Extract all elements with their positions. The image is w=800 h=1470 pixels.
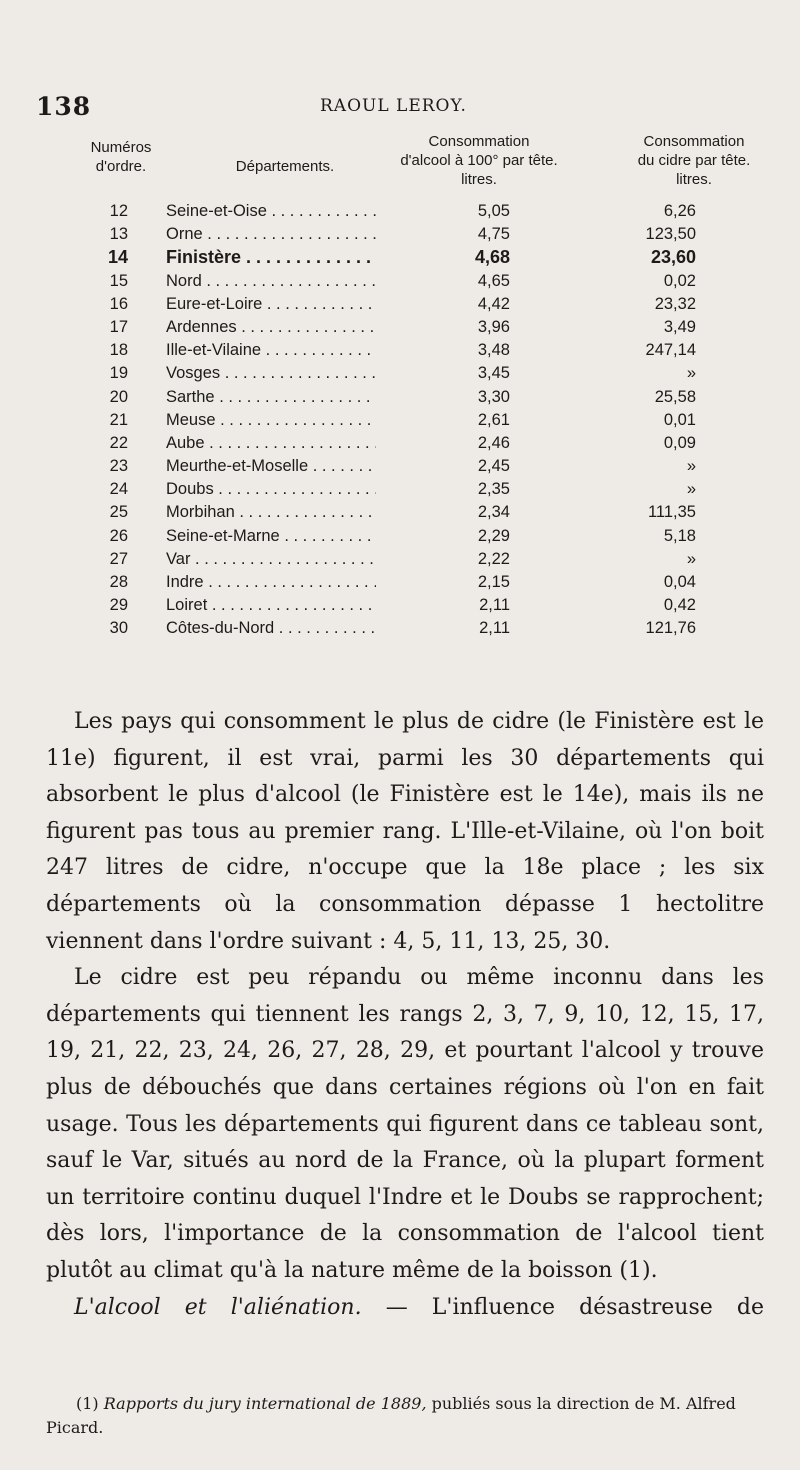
row-cider: 0,02 [663, 271, 696, 290]
table-row [0, 455, 800, 478]
running-title: RAOUL LEROY. [320, 96, 467, 116]
consumption-table [0, 200, 800, 641]
table-row [0, 501, 800, 524]
body-text [46, 704, 764, 1363]
row-cider: 247,14 [645, 341, 696, 360]
row-department: Vosges . . . [166, 362, 376, 385]
row-department: Var . . . [166, 548, 376, 571]
row-cider: 5,18 [663, 526, 696, 545]
row-alcohol: 3,96 [477, 317, 510, 336]
row-alcohol: 2,46 [477, 433, 510, 452]
table-row [0, 339, 800, 362]
row-department: Ille-et-Vilaine . . . [166, 339, 376, 362]
row-alcohol: 3,45 [477, 364, 510, 383]
row-alcohol: 2,11 [479, 596, 510, 615]
row-department: Indre . . . [166, 571, 376, 594]
row-number: 28 [109, 573, 128, 591]
row-cider: » [686, 549, 696, 568]
footnote-rest: publiés sous la direction de M. Alfred Picard. [46, 1394, 736, 1437]
row-number: 24 [109, 480, 128, 499]
row-cider: » [686, 480, 696, 499]
col-header-number: Numéros d'ordre. [90, 139, 152, 175]
row-number: 29 [109, 596, 128, 615]
row-cider: 23,60 [650, 247, 696, 268]
row-cider: 121,76 [645, 619, 696, 638]
section-paragraph: L'alcool et l'aliénation. — L'influence désastreuse de [74, 1294, 764, 1320]
row-department: Doubs . . . [166, 478, 376, 501]
table-row [0, 200, 800, 223]
table-row [0, 617, 800, 640]
row-department: Côtes-du-Nord . . . [166, 617, 376, 640]
table-row [0, 386, 800, 409]
row-cider: 3,49 [663, 317, 696, 336]
table-row [0, 571, 800, 594]
table-row [0, 293, 800, 316]
row-number: 22 [109, 433, 128, 452]
row-department: Sarthe . . . [166, 386, 376, 409]
row-alcohol: 4,68 [474, 247, 510, 268]
footnote-title: Rapports du jury international de 1889, [103, 1394, 427, 1413]
row-number: 23 [109, 457, 128, 476]
table-row [0, 362, 800, 385]
row-cider: 23,32 [654, 294, 696, 313]
row-department: Meuse . . . [166, 409, 376, 432]
row-number: 26 [109, 526, 128, 545]
table-row [0, 548, 800, 571]
row-cider: 6,26 [663, 202, 696, 220]
table-row [0, 409, 800, 432]
row-number: 15 [109, 271, 128, 290]
row-alcohol: 2,29 [477, 526, 510, 545]
row-department: Morbihan . . . [166, 501, 376, 524]
row-alcohol: 2,22 [477, 549, 510, 568]
row-cider: 0,04 [663, 573, 696, 591]
row-department: Nord . . . [166, 270, 376, 293]
paragraph: Les pays qui consomment le plus de cidre (le Finistère est le 11e) figurent, il est vrai, parmi les 30 départements qui absorbent le plus d'alcool (le Finistère est le 14e), mais ils ne figurent pas tous au premier rang. L'Ille-et-Vilaine, où l'on boit 247 litres de cidre, n'occupe que la 18e place ; les six départements où la consommation dépasse 1 hectolitre viennent dans l'ordre suivant : 4, 5, 11, 13, 25, 30. [46, 709, 764, 954]
footnote [46, 1392, 772, 1440]
row-alcohol: 2,61 [477, 410, 510, 429]
row-alcohol: 4,65 [477, 271, 510, 290]
row-department: Eure-et-Loire . . . [166, 293, 376, 316]
section-title: L'alcool et l'aliénation. [74, 1294, 362, 1320]
row-number: 30 [109, 619, 128, 638]
row-department: Orne . . . [166, 223, 376, 246]
row-number: 16 [109, 294, 128, 313]
col-header-alcohol: Consommation d'alcool à 100° par tête. litres. [400, 133, 558, 188]
row-cider: 25,58 [654, 387, 696, 406]
row-department: Seine-et-Marne . . . [166, 525, 376, 548]
table-row [0, 432, 800, 455]
row-number: 13 [109, 225, 128, 244]
row-cider: » [686, 364, 696, 383]
row-alcohol: 5,05 [477, 202, 510, 220]
row-number: 25 [109, 503, 128, 522]
row-number: 19 [109, 364, 128, 383]
row-department: Aube . . . [166, 432, 376, 455]
page-number: 138 [36, 92, 92, 121]
row-alcohol: 4,42 [477, 294, 510, 313]
row-alcohol: 3,30 [477, 387, 510, 406]
row-cider: 0,01 [663, 410, 696, 429]
row-department: Ardennes . . . [166, 316, 376, 339]
row-alcohol: 2,15 [477, 573, 510, 591]
row-number: 17 [109, 317, 128, 336]
row-number: 27 [109, 549, 128, 568]
row-cider: 111,35 [647, 503, 696, 522]
row-alcohol: 2,35 [477, 480, 510, 499]
row-alcohol: 2,11 [479, 619, 510, 638]
table-row [0, 594, 800, 617]
row-cider: 123,50 [645, 225, 696, 244]
row-alcohol: 2,45 [477, 457, 510, 476]
row-cider: 0,09 [663, 433, 696, 452]
row-department: Meurthe-et-Moselle . . . [166, 455, 376, 478]
col-header-cider: Consommation du cidre par tête. litres. [637, 133, 751, 188]
row-alcohol: 2,34 [477, 503, 510, 522]
row-number: 21 [109, 410, 128, 429]
row-number: 18 [109, 341, 128, 360]
row-number: 12 [109, 202, 128, 220]
table-row [0, 246, 800, 269]
row-alcohol: 3,48 [477, 341, 510, 360]
col-header-department: Départements. [235, 158, 335, 175]
row-cider: » [686, 457, 696, 476]
table-row [0, 525, 800, 548]
table-row [0, 223, 800, 246]
row-department: Finistère . . . [166, 246, 376, 269]
row-department: Loiret . . . [166, 594, 376, 617]
table-row [0, 270, 800, 293]
row-cider: 0,42 [663, 596, 696, 615]
table-row [0, 316, 800, 339]
row-number: 14 [107, 247, 128, 268]
row-alcohol: 4,75 [477, 225, 510, 244]
paragraph: Le cidre est peu répandu ou même inconnu dans les départements qui tiennent les rangs 2, 3, 7, 9, 10, 12, 15, 17, 19, 21, 22, 23, 24, 26, 27, 28, 29, et pourtant l'alcool y trouve plus de débouchés que dans certaines régions où l'on en fait usage. Tous les départements qui figurent dans ce tableau sont, sauf le Var, situés au nord de la France, où la plupart forment un territoire continu duquel l'Indre et le Doubs se rapprochent; dès lors, l'importance de la consommation de l'alcool tient plutôt au climat qu'à la nature même de la boisson (1). [46, 965, 764, 1283]
row-department: Seine-et-Oise . . . [166, 200, 376, 223]
table-row [0, 478, 800, 501]
row-number: 20 [109, 387, 128, 406]
footnote-marker: (1) [76, 1394, 99, 1413]
